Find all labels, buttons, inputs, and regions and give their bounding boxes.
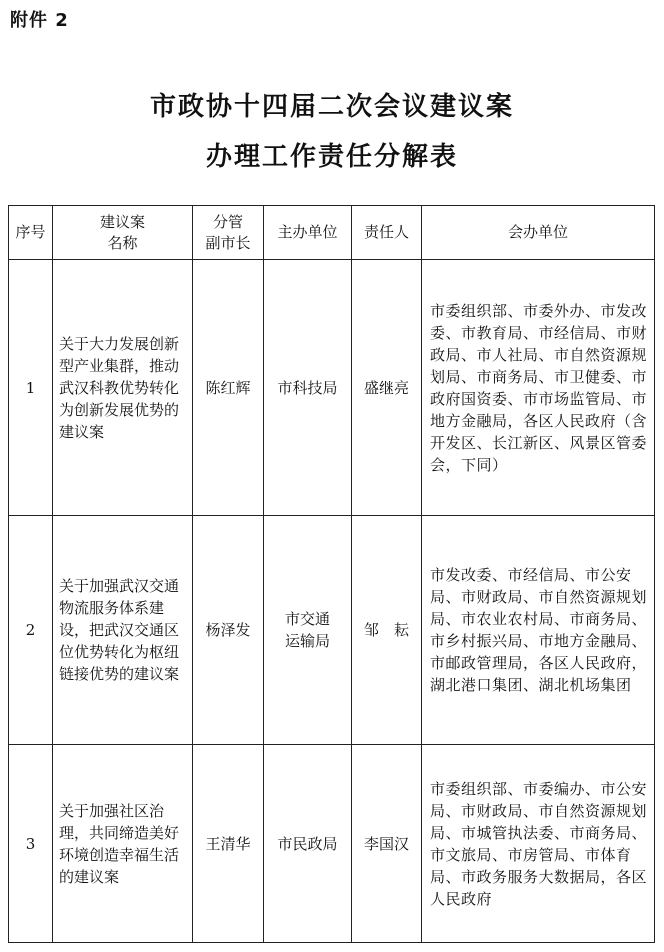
header-proposal-name-line1: 建议案 bbox=[99, 212, 145, 231]
cell-co-units: 市发改委、市经信局、市公安局、市财政局、市自然资源规划局、市农业农村局、市商务局、市乡村振兴局、市地方金融局、市邮政管理局，各区人民政府，湖北港口集团、湖北机场集团 bbox=[422, 516, 655, 745]
cell-vice-mayor: 王清华 bbox=[193, 745, 264, 943]
header-proposal-name-line2: 名称 bbox=[107, 233, 138, 252]
attachment-label: 附件 2 bbox=[10, 10, 69, 31]
cell-vice-mayor: 陈红辉 bbox=[193, 260, 264, 516]
cell-co-units: 市委组织部、市委外办、市发改委、市教育局、市经信局、市财政局、市人社局、市自然资源规划局、市商务局、市卫健委、市政府国资委、市市场监管局、市地方金融局，各区人民政府（含开发区、长江新区、风景区管委会，下同） bbox=[422, 260, 655, 516]
header-vice-mayor bbox=[193, 206, 264, 260]
header-vice-mayor-line2: 副市长 bbox=[205, 233, 251, 252]
cell-proposal-name: 关于加强社区治理，共同缔造美好环境创造幸福生活的建议案 bbox=[53, 745, 193, 943]
cell-proposal-name: 关于大力发展创新型产业集群，推动武汉科教优势转化为创新发展优势的建议案 bbox=[53, 260, 193, 516]
header-co-units: 会办单位 bbox=[422, 206, 655, 260]
cell-proposal-name: 关于加强武汉交通物流服务体系建设，把武汉交通区位优势转化为枢纽链接优势的建议案 bbox=[53, 516, 193, 745]
cell-lead-unit bbox=[264, 516, 352, 745]
table-row bbox=[9, 745, 655, 943]
cell-responsible: 李国汉 bbox=[352, 745, 422, 943]
cell-lead-unit-line1: 市民政局 bbox=[277, 834, 338, 853]
table-row bbox=[9, 260, 655, 516]
cell-lead-unit-line2: 运输局 bbox=[284, 632, 330, 650]
document-title-line2: 办理工作责任分解表 bbox=[205, 142, 458, 172]
header-vice-mayor-line1: 分管 bbox=[212, 212, 243, 231]
cell-responsible: 盛继亮 bbox=[352, 260, 422, 516]
cell-lead-unit bbox=[264, 260, 352, 516]
header-lead-unit: 主办单位 bbox=[264, 206, 352, 260]
cell-no: 1 bbox=[9, 260, 53, 516]
table-row bbox=[9, 516, 655, 745]
cell-lead-unit bbox=[264, 745, 352, 943]
document-title-line1: 市政协十四届二次会议建议案 bbox=[149, 92, 514, 122]
header-responsible: 责任人 bbox=[352, 206, 422, 260]
cell-lead-unit-line1: 市交通 bbox=[284, 610, 330, 628]
cell-responsible: 邹 耘 bbox=[352, 516, 422, 745]
cell-co-units: 市委组织部、市委编办、市公安局、市财政局、市自然资源规划局、市城管执法委、市商务局、市文旅局、市房管局、市体育局、市政务服务大数据局，各区人民政府 bbox=[422, 745, 655, 943]
cell-no: 2 bbox=[9, 516, 53, 745]
header-proposal-name bbox=[53, 206, 193, 260]
table-header-row bbox=[9, 206, 655, 260]
cell-vice-mayor: 杨泽发 bbox=[193, 516, 264, 745]
responsibility-table bbox=[8, 205, 655, 943]
cell-lead-unit-line1: 市科技局 bbox=[277, 378, 338, 397]
header-no: 序号 bbox=[9, 206, 53, 260]
cell-no: 3 bbox=[9, 745, 53, 943]
